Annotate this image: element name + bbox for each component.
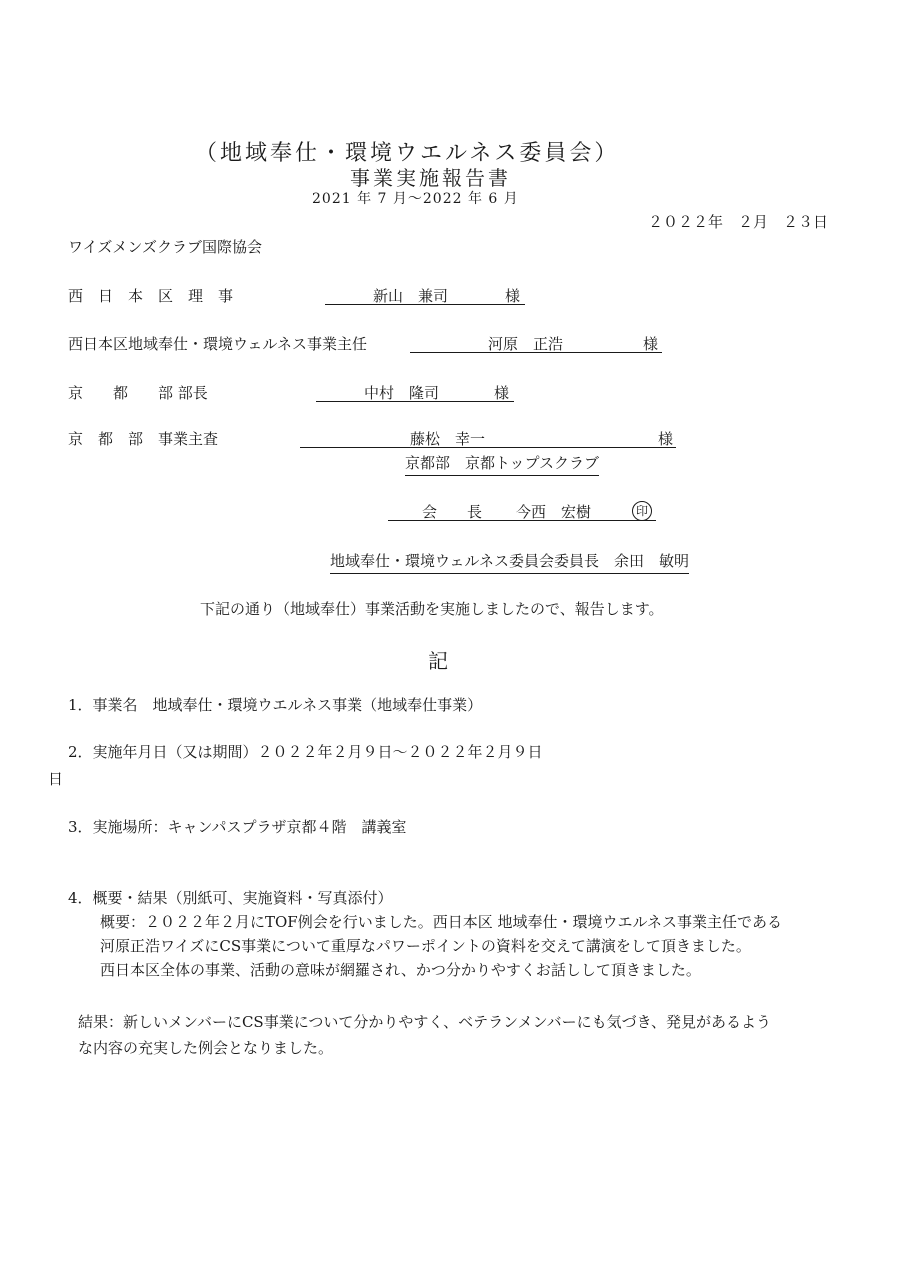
- ki-heading: 記: [428, 649, 448, 673]
- addressee-role-4: 京 都 部 事業主査: [68, 430, 219, 448]
- president-name: 今西 宏樹: [516, 503, 592, 521]
- summary-line-2: 河原正浩ワイズにCS事業について重厚なパワーポイントの資料を交えて講演をして頂きました。: [100, 937, 751, 955]
- report-title: 事業実施報告書: [350, 166, 511, 190]
- report-date: ２０２２年 ２月 ２３日: [648, 213, 829, 231]
- committee-title: （地域奉仕・環境ウエルネス委員会）: [195, 141, 620, 166]
- addressee-name-3: 中村 隆司: [364, 384, 440, 402]
- addressee-name-2: 河原 正浩: [488, 335, 564, 353]
- item-3: 3．実施場所：キャンパスプラザ京都４階 講義室: [68, 818, 407, 836]
- seal-mark: 印: [632, 500, 652, 521]
- result-line-1: 結果：新しいメンバーにCS事業について分かりやすく、ベテランメンバーにも気づき、発見があるよう: [78, 1013, 772, 1031]
- organization-name: ワイズメンズクラブ国際協会: [68, 238, 262, 256]
- addressee-name-4: 藤松 幸一: [410, 430, 486, 448]
- addressee-role-2: 西日本区地域奉仕・環境ウェルネス事業主任: [68, 335, 367, 353]
- result-line-2: な内容の充実した例会となりました。: [78, 1039, 334, 1057]
- president-label: 会 長: [422, 503, 483, 521]
- addressee-line-4: [300, 425, 676, 448]
- item-4: 4．概要・結果（別紙可、実施資料・写真添付）: [68, 889, 393, 907]
- report-period: 2021 年 7 月〜2022 年 6 月: [312, 191, 519, 207]
- sender-club: 京都部 京都トップスクラブ: [405, 452, 599, 476]
- addressee-honorific-3: 様: [494, 384, 510, 402]
- intro-text: 下記の通り（地域奉仕）事業活動を実施しましたので、報告します。: [200, 600, 664, 618]
- item-2-tail: 日: [48, 770, 64, 788]
- addressee-role-1: 西 日 本 区 理 事: [68, 287, 234, 305]
- addressee-honorific-1: 様: [505, 287, 521, 305]
- addressee-honorific-2: 様: [643, 335, 659, 353]
- item-2: 2．実施年月日（又は期間）２０２２年２月９日〜２０２２年２月９日: [68, 743, 543, 761]
- addressee-honorific-4: 様: [658, 430, 674, 448]
- committee-chair: 地域奉仕・環境ウェルネス委員会委員長 余田 敏明: [330, 550, 689, 574]
- summary-line-1: 概要：２０２２年２月にTOF例会を行いました。西日本区 地域奉仕・環境ウエルネス事業主任である: [100, 913, 783, 931]
- summary-line-3: 西日本区全体の事業、活動の意味が網羅され、かつ分かりやすくお話しして頂きました。: [100, 961, 701, 979]
- addressee-name-1: 新山 兼司: [373, 287, 449, 305]
- item-1: 1．事業名 地域奉仕・環境ウエルネス事業（地域奉仕事業）: [68, 696, 483, 714]
- addressee-role-3: 京 都 部 部長: [68, 384, 208, 402]
